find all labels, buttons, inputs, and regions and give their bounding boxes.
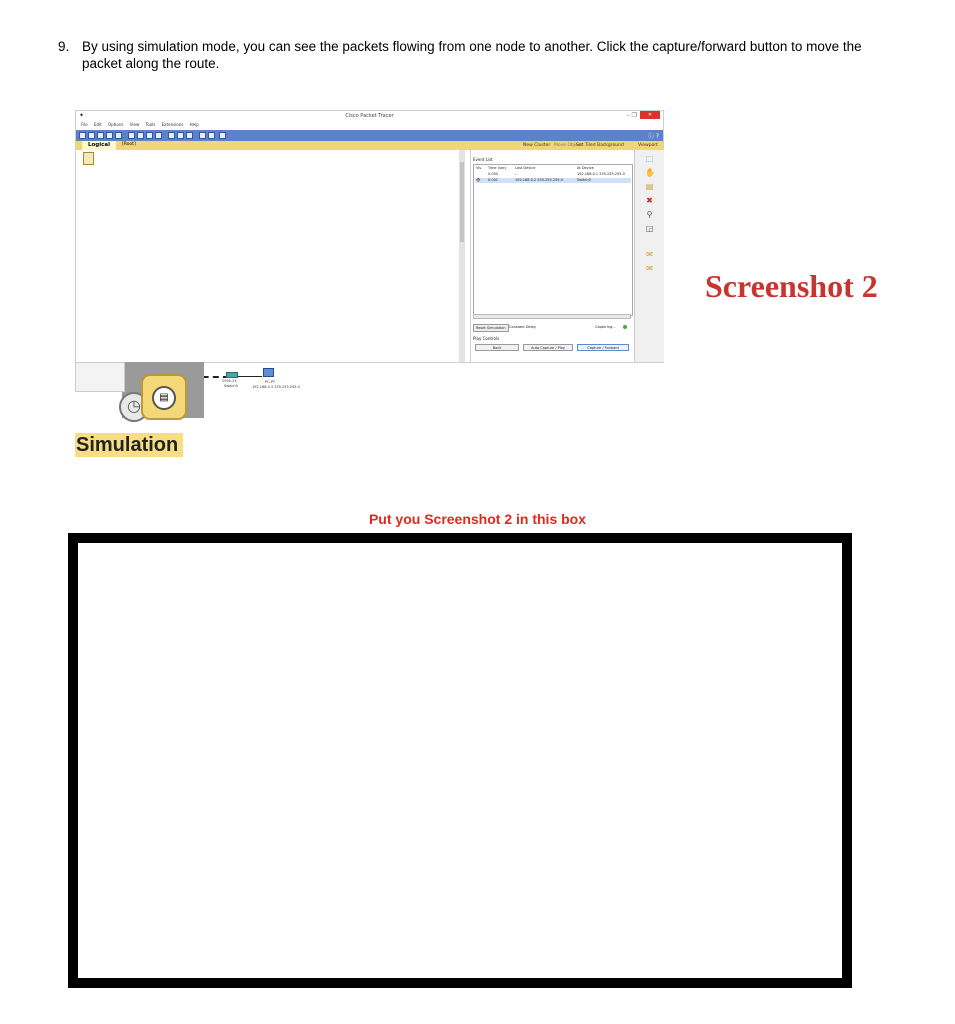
event-time: 0.000 <box>488 172 499 176</box>
event-header-row <box>475 166 631 171</box>
event-list-title: Event List <box>473 157 493 162</box>
device-template-icon[interactable] <box>208 132 215 139</box>
table-row[interactable] <box>475 178 631 183</box>
capture-forward-button[interactable]: Capture / Forward <box>577 344 629 351</box>
event-list-table[interactable] <box>473 164 633 316</box>
switch-label: 2950-24 <box>222 379 237 383</box>
inspect-icon[interactable]: ⚲ <box>646 210 653 219</box>
simulation-panel <box>470 150 635 362</box>
stopwatch-icon: ▤ <box>152 386 176 410</box>
instruction-text: By using simulation mode, you can see the packets flowing from one node to another. Click the capture/forward button to move the packet along the route. <box>82 39 862 71</box>
select-icon[interactable]: ⬚ <box>645 154 654 163</box>
print-icon[interactable] <box>106 132 113 139</box>
window-titlebar <box>76 111 663 122</box>
delete-icon[interactable]: ✖ <box>646 196 653 205</box>
palette-icon[interactable] <box>199 132 206 139</box>
reset-simulation-button[interactable]: Reset Simulation <box>473 324 509 332</box>
menu-bar <box>76 122 663 130</box>
copy-icon[interactable] <box>128 132 135 139</box>
constant-delay-checkbox[interactable]: Constant Delay <box>509 325 536 329</box>
menu-tools[interactable]: Tools <box>145 122 156 127</box>
event-at-device: 192.168.0.1 255.255.255.0 <box>577 172 625 176</box>
new-file-icon[interactable] <box>79 132 86 139</box>
canvas-scrollbar[interactable] <box>459 150 465 362</box>
event-last-device: -- <box>515 172 518 176</box>
event-last-device: 192.168.0.2 255.255.255.0 <box>515 178 563 182</box>
table-row[interactable] <box>475 172 631 177</box>
capturing-indicator-icon <box>623 325 627 329</box>
close-icon[interactable]: ✕ <box>640 111 660 119</box>
packet-tracer-screenshot <box>75 110 664 389</box>
event-at-device: Switch0 <box>577 178 591 182</box>
paste-icon[interactable] <box>137 132 144 139</box>
save-icon[interactable] <box>97 132 104 139</box>
menu-view[interactable]: View <box>129 122 140 127</box>
window-title: Cisco Packet Tracer <box>345 113 394 119</box>
pc1-icon[interactable] <box>263 368 274 377</box>
hand-icon[interactable]: ✋ <box>645 168 655 177</box>
viewport-button[interactable]: Viewport <box>638 143 658 148</box>
network-info-icon[interactable] <box>219 132 226 139</box>
set-tiled-background-button[interactable]: Set Tiled Background <box>576 143 624 148</box>
instruction-number: 9. <box>58 39 70 54</box>
right-toolbar <box>634 150 664 362</box>
event-list-scrollbar[interactable] <box>473 314 631 319</box>
zoom-out-icon[interactable] <box>186 132 193 139</box>
pc1-label: PC-PT <box>265 380 276 384</box>
root-label[interactable]: [Root] <box>122 142 136 147</box>
topology-canvas[interactable] <box>76 150 464 389</box>
capturing-status: Capturing... <box>595 325 616 329</box>
redo-icon[interactable] <box>155 132 162 139</box>
simulation-mode-tab[interactable] <box>75 362 204 457</box>
realtime-tab[interactable] <box>75 362 125 392</box>
switch-name: Switch0 <box>224 384 238 388</box>
new-cluster-button[interactable]: New Cluster <box>523 143 551 148</box>
logical-tab[interactable]: Logical <box>82 141 116 150</box>
box-title: Put you Screenshot 2 in this box <box>368 511 587 527</box>
col-last-device: Last Device <box>515 166 536 170</box>
back-folder-icon[interactable] <box>83 152 94 165</box>
link-switch-pc1 <box>238 376 262 377</box>
app-logo-icon: ✦ <box>79 112 85 119</box>
zoom-in-icon[interactable] <box>168 132 175 139</box>
col-vis: Vis. <box>476 166 483 170</box>
simulation-label: Simulation <box>75 433 183 457</box>
event-time: 0.001 <box>488 178 499 182</box>
menu-extensions[interactable]: Extensions <box>161 122 184 127</box>
toolbar <box>76 130 663 141</box>
zoom-reset-icon[interactable] <box>177 132 184 139</box>
switch-icon[interactable] <box>226 372 238 378</box>
pc1-ip: 192.168.0.3 255.255.255.0 <box>252 385 300 389</box>
add-complex-pdu-icon[interactable]: ✉ <box>646 264 653 273</box>
simulation-icon <box>141 374 187 420</box>
undo-icon[interactable] <box>146 132 153 139</box>
help-icon[interactable]: ⓘ ? <box>647 133 659 140</box>
screenshot-box[interactable] <box>68 533 852 988</box>
col-time: Time (sec) <box>488 166 507 170</box>
back-button[interactable]: Back <box>475 344 519 351</box>
auto-capture-play-button[interactable]: Auto Capture / Play <box>523 344 573 351</box>
open-file-icon[interactable] <box>88 132 95 139</box>
play-controls-title: Play Controls <box>473 336 500 341</box>
menu-file[interactable]: File <box>81 122 88 127</box>
col-at-device: At Device <box>577 166 594 170</box>
eye-icon[interactable]: 👁 <box>476 178 481 182</box>
minimize-icon[interactable]: – ❐ <box>626 112 637 119</box>
note-icon[interactable]: ▤ <box>645 182 654 191</box>
screenshot-label: Screenshot 2 <box>705 268 878 304</box>
menu-edit[interactable]: Edit <box>93 122 102 127</box>
menu-help[interactable]: Help <box>189 122 199 127</box>
move-object-button[interactable]: Move Object <box>554 143 583 148</box>
workspace-bar <box>76 141 663 150</box>
wizard-icon[interactable] <box>115 132 122 139</box>
scrollbar-thumb[interactable] <box>460 162 464 242</box>
clock-icon: ◷ <box>119 392 149 422</box>
add-simple-pdu-icon[interactable]: ✉ <box>646 250 653 259</box>
resize-icon[interactable]: ◲ <box>645 224 654 233</box>
menu-options[interactable]: Options <box>108 122 124 127</box>
